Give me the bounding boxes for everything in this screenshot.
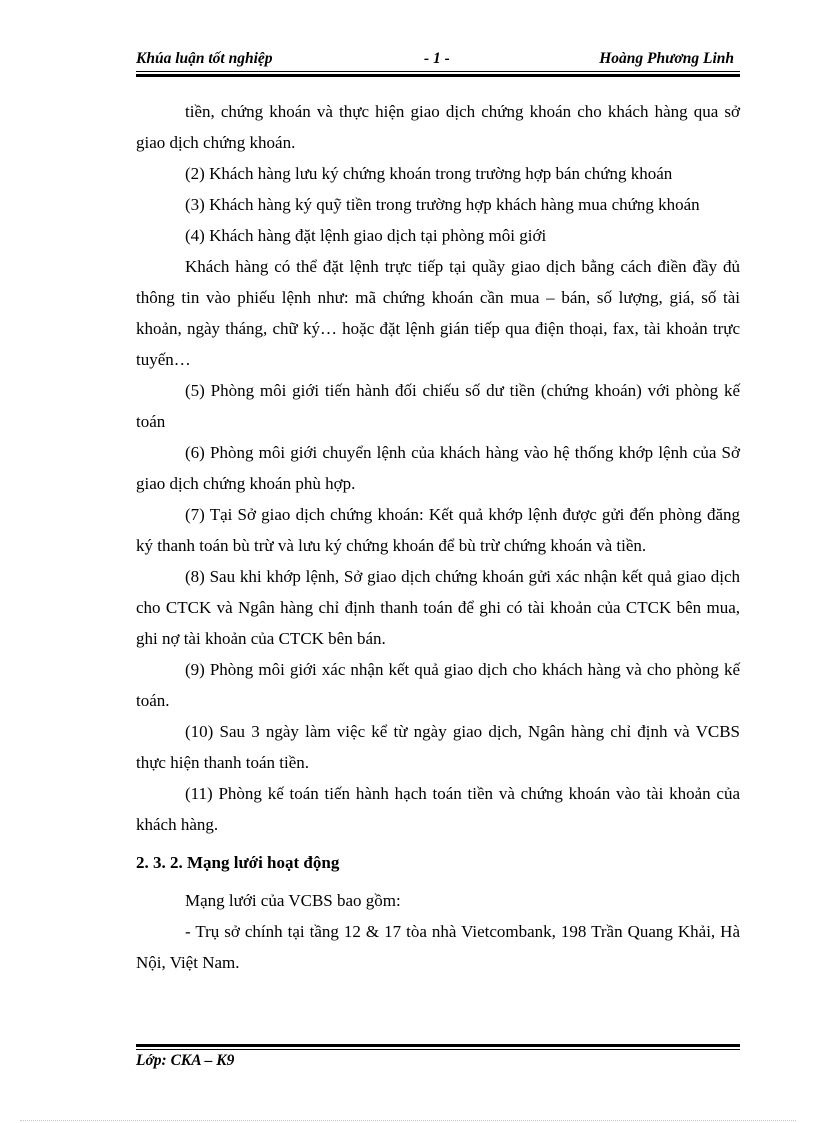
header-page-number: - 1 - [424,50,450,67]
section-heading: 2. 3. 2. Mạng lưới hoạt động [136,853,340,872]
footer-rule-thick [136,1044,740,1047]
header-rule-thin [136,71,740,72]
paragraph-step-10: (10) Sau 3 ngày làm việc kể từ ngày giao dịch, Ngân hàng chỉ định và VCBS thực hiện thanh toán tiền. [136,722,740,772]
paragraph-headquarters: - Trụ sở chính tại tầng 12 & 17 tòa nhà Vietcombank, 198 Trần Quang Khải, Hà Nội, Việt Nam. [136,922,740,972]
paragraph-step-4: (4) Khách hàng đặt lệnh giao dịch tại phòng môi giới [185,226,547,245]
page-header [136,46,740,70]
header-thesis-title: Khúa luận tốt nghiệp [136,50,273,67]
paragraph-step-3: (3) Khách hàng ký quỹ tiền trong trường hợp khách hàng mua chứng khoán [185,195,700,214]
paragraph-step-7: (7) Tại Sở giao dịch chứng khoán: Kết quả khớp lệnh được gửi đến phòng đăng ký thanh toán bù trừ và lưu ký chứng khoán để bù trừ chứng khoán và tiền. [136,505,740,555]
header-rule-thick [136,74,740,77]
page-bottom-dotted-line [20,1120,796,1121]
paragraph-step-5: (5) Phòng môi giới tiến hành đối chiếu số dư tiền (chứng khoán) với phòng kế toán [136,381,740,431]
paragraph-order-methods: Khách hàng có thể đặt lệnh trực tiếp tại quầy giao dịch bằng cách điền đầy đủ thông tin vào phiếu lệnh như: mã chứng khoán cần mua – bán, số lượng, giá, số tài khoản, ngày tháng, chữ ký… hoặc đặt lệnh gián tiếp qua điện thoại, fax, tài khoản trực tuyến… [136,257,740,369]
page-footer [136,1052,234,1070]
footer-class-label: Lớp: CKA – K9 [136,1052,235,1069]
paragraph-step-9: (9) Phòng môi giới xác nhận kết quả giao dịch cho khách hàng và cho phòng kế toán. [136,660,740,710]
footer-rule-thin [136,1049,740,1050]
header-author-name: Hoàng Phương Linh [599,50,734,67]
paragraph-network-intro: Mạng lưới của VCBS bao gồm: [185,891,401,910]
paragraph-step-6: (6) Phòng môi giới chuyển lệnh của khách hàng vào hệ thống khớp lệnh của Sở giao dịch chứng khoán phù hợp. [136,443,740,493]
paragraph-step-11: (11) Phòng kế toán tiến hành hạch toán tiền và chứng khoán vào tài khoản của khách hàng. [136,784,740,834]
document-body [136,96,740,978]
paragraph-step-8: (8) Sau khi khớp lệnh, Sở giao dịch chứng khoán gửi xác nhận kết quả giao dịch cho CTCK và Ngân hàng chỉ định thanh toán để ghi có tài khoản của CTCK bên mua, ghi nợ tài khoản của CTCK bên bán. [136,567,740,648]
paragraph-continuation: tiền, chứng khoán và thực hiện giao dịch chứng khoán cho khách hàng qua sở giao dịch chứng khoán. [136,102,740,152]
paragraph-step-2: (2) Khách hàng lưu ký chứng khoán trong trường hợp bán chứng khoán [185,164,673,183]
